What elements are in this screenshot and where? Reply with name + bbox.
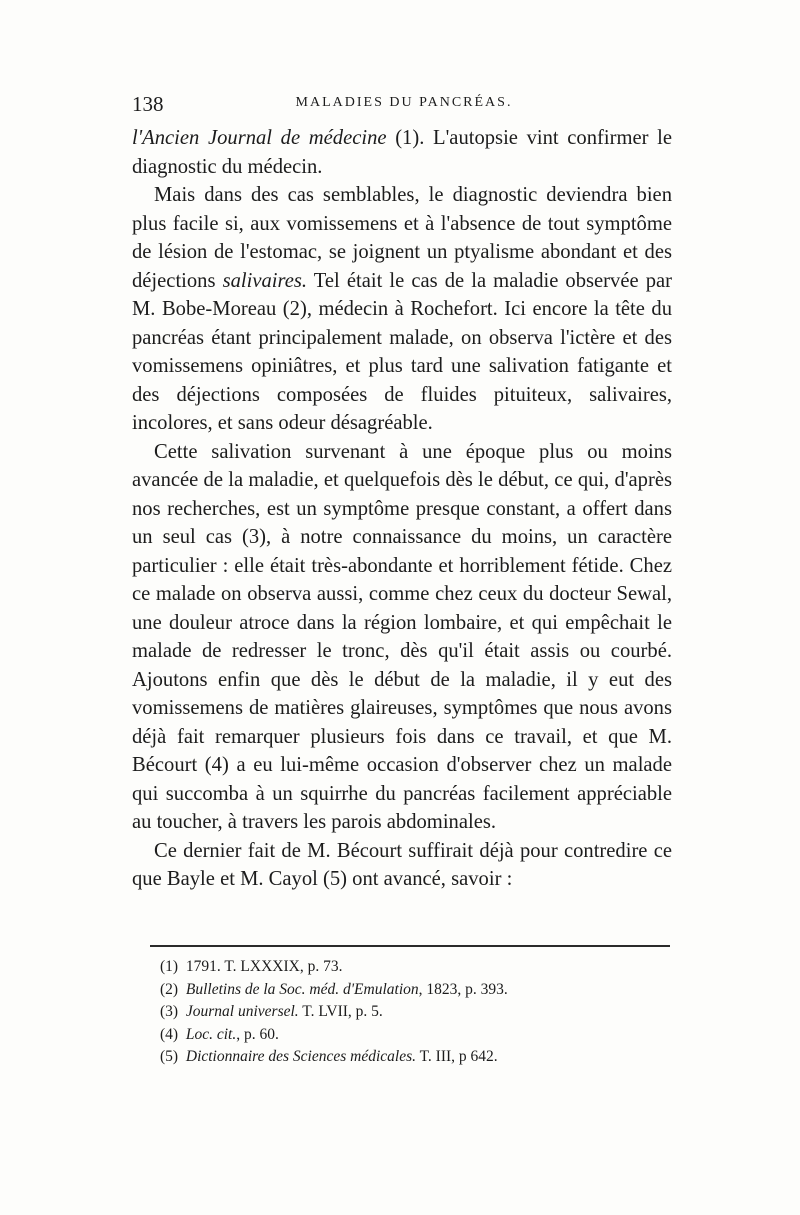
footnote-text: T. III, p 642. xyxy=(416,1048,498,1065)
paragraph-2-text-end: Tel était le cas de la maladie observée par M. Bobe-Moreau (2), médecin à Rochefort. Ici encore la tête du pancréas étant principalement malade, on observa l'ictère et des vomissemens opiniâtres, et plus tard une salivation fatigante et des déjections composées de fluides pituiteux, salivaires, incolores, et sans odeur désagréable. xyxy=(132,269,672,434)
footnote-number: (4) xyxy=(160,1025,179,1043)
footnote-text: T. LVII, p. 5. xyxy=(298,1003,383,1020)
footnote-1 xyxy=(160,956,660,979)
journal-citation: l'Ancien Journal de médecine xyxy=(132,127,387,149)
paragraph-3: Cette salivation survenant à une époque plus ou moins avancée de la maladie, et quelquefois dès le début, ce qui, d'après nos recherches, est un symptôme presque constant, a offert dans un seul cas (3), à notre connaissance du moins, un caractère particulier : elle était très-abondante et horriblement fétide. Chez ce malade on observa aussi, comme chez ceux du docteur Sewal, une douleur atroce dans la région lombaire, et qui empêchait le malade de redresser le tronc, dès qu'il était assis ou courbé. Ajoutons enfin que dès le début de la maladie, il y eut des vomissemens de matières glaireuses, symptômes que nous avons déjà fait remarquer plusieurs fois dans ce travail, et que M. Bécourt (4) a eu lui-même occasion d'observer chez un malade qui succomba à un squirrhe du pancréas facilement appréciable au toucher, à travers les parois abdominales. xyxy=(132,440,672,833)
footnote-number: (2) xyxy=(160,980,179,998)
footnote-title: Journal universel. xyxy=(185,1003,299,1020)
paragraph-1 xyxy=(132,124,672,181)
footnote-5 xyxy=(160,1046,660,1069)
footnote-text: 1791. T. LXXXIX, p. 73. xyxy=(185,958,343,975)
footnote-text: , p. 60. xyxy=(236,1025,279,1043)
footnote-2 xyxy=(160,979,660,1002)
footnote-title: Bulletins de la Soc. méd. d'Emulation xyxy=(185,980,419,998)
footnote-title: Dictionnaire des Sciences médicales. xyxy=(185,1048,417,1065)
footnote-number: (3) xyxy=(160,1003,179,1020)
running-head xyxy=(132,92,672,116)
footnote-number: (1) xyxy=(160,958,179,975)
footnote-4 xyxy=(160,1024,660,1047)
paragraph-2 xyxy=(132,181,672,438)
footnote-3 xyxy=(160,1001,660,1024)
paragraph-2-emphasis: salivaires. xyxy=(222,269,308,292)
paragraph-1-text: (1). L'autopsie vint confirmer le diagnostic du médecin. xyxy=(132,127,672,178)
footnote-number: (5) xyxy=(160,1048,179,1065)
running-title: MALADIES DU PANCRÉAS. xyxy=(295,95,513,110)
footnotes xyxy=(160,956,660,1069)
footnote-text: , 1823, p. 393. xyxy=(418,980,508,998)
footnote-title: Loc. cit. xyxy=(185,1025,237,1043)
footnote-rule xyxy=(150,945,670,947)
page-number: 138 xyxy=(132,92,164,116)
paragraph-4: Ce dernier fait de M. Bécourt suffirait déjà pour contredire ce que Bayle et M. Cayol (5) ont avancé, savoir : xyxy=(132,839,672,890)
main-text xyxy=(132,124,672,894)
paragraph-2-text-start: Mais dans des cas semblables, le diagnostic deviendra bien plus facile si, aux vomissemens et à l'absence de tout symptôme de lésion de l'estomac, se joignent un ptyalisme abondant et des déjections xyxy=(132,184,672,292)
